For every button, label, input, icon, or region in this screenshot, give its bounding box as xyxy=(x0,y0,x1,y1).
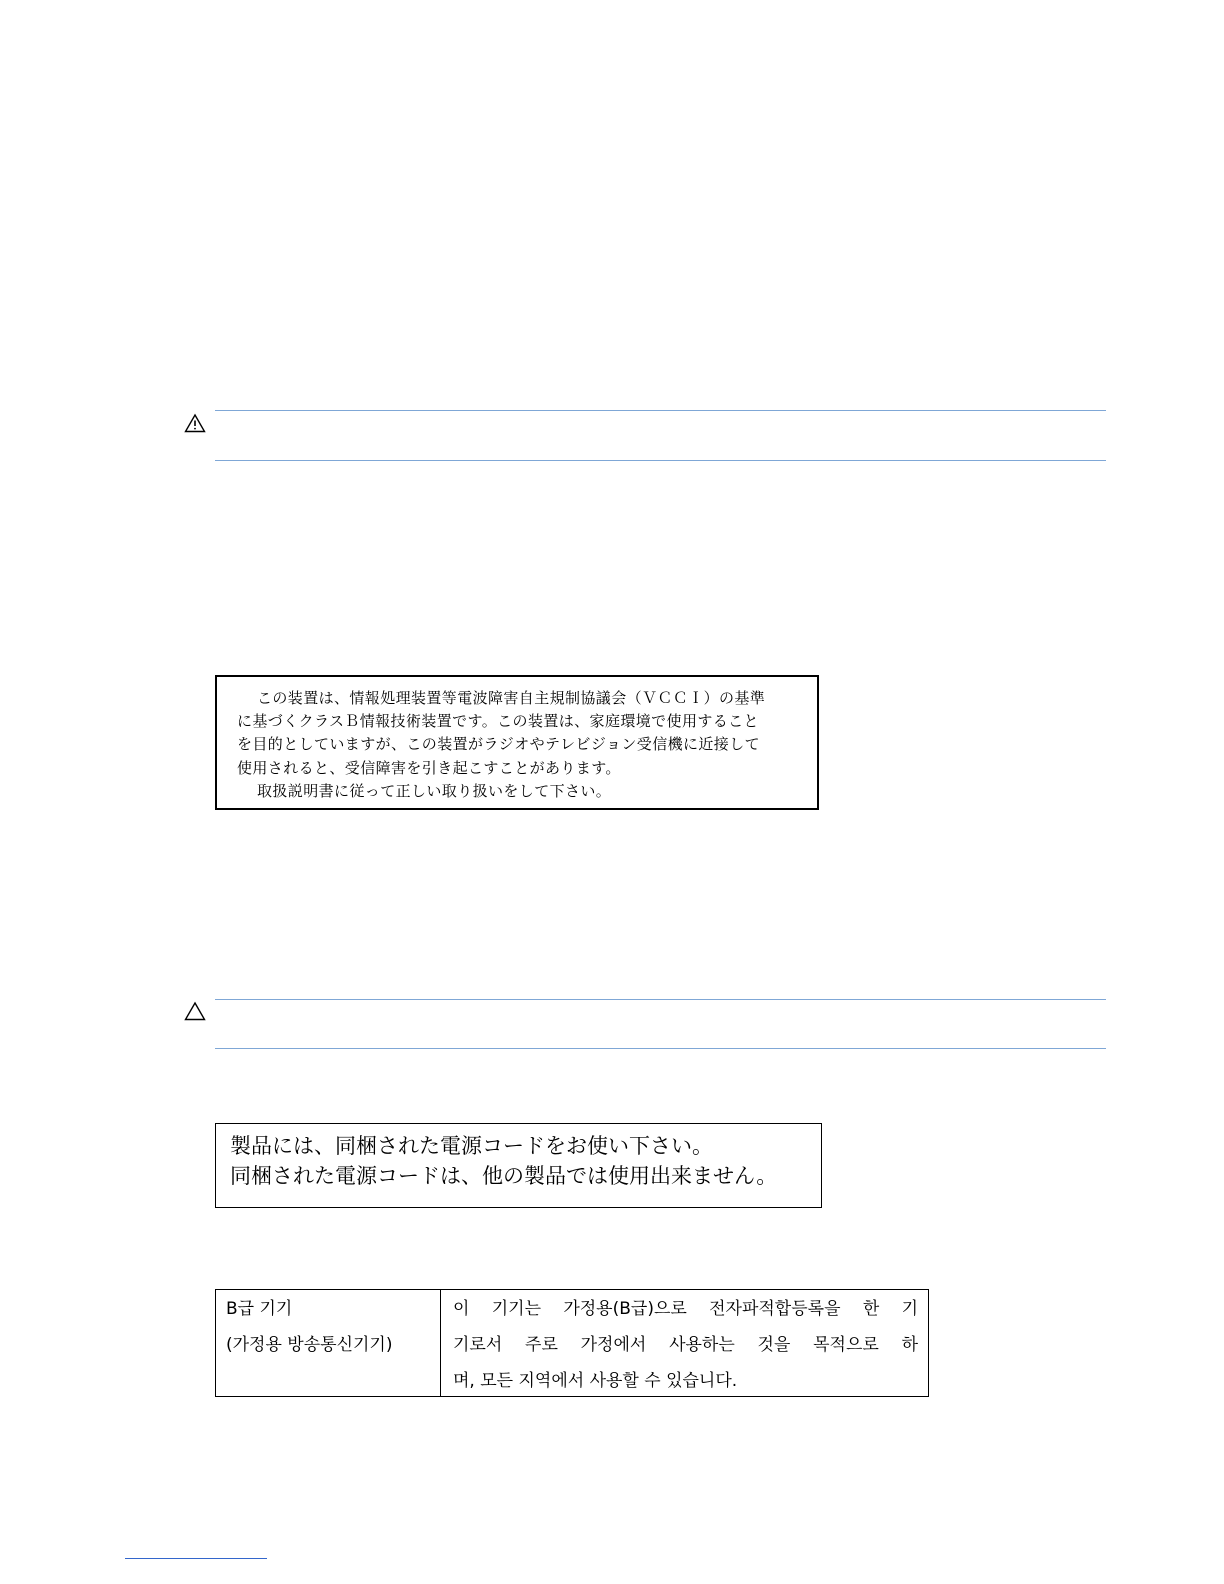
vcci-notice-box xyxy=(215,675,819,810)
vcci-line: この装置は、情報処理装置等電波障害自主規制協議会（ＶＣＣＩ）の基準 xyxy=(257,689,766,707)
korean-notice-table xyxy=(215,1289,929,1397)
vcci-line: を目的としていますが、この装置がラジオやテレビジョン受信機に近接して xyxy=(237,735,761,754)
warning-top-rule xyxy=(215,410,1106,411)
caution-top-rule xyxy=(215,999,1106,1000)
power-cord-line: 同梱された電源コードは、他の製品では使用出来ません。 xyxy=(230,1164,778,1188)
warning-bottom-rule xyxy=(215,460,1106,461)
warning-icon xyxy=(184,413,206,433)
korean-class-line: (가정용 방송통신기기) xyxy=(226,1335,393,1355)
korean-class-cell xyxy=(216,1290,441,1396)
caution-bottom-rule xyxy=(215,1048,1106,1049)
korean-class-line: B급 기기 xyxy=(226,1299,293,1319)
korean-description-line: 이 기기는 가정용(B급)으로 전자파적합등록을 한 기 xyxy=(453,1299,918,1319)
power-cord-notice-box xyxy=(215,1123,822,1208)
footer-link-rule xyxy=(125,1558,267,1559)
vcci-line: 使用されると、受信障害を引き起こすことがあります。 xyxy=(237,758,621,777)
vcci-line: に基づくクラスＢ情報技術装置です。この装置は、家庭環境で使用すること xyxy=(237,712,759,731)
caution-icon xyxy=(184,1001,206,1021)
korean-description-cell xyxy=(441,1290,928,1396)
korean-description-line: 기로서 주로 가정에서 사용하는 것을 목적으로 하 xyxy=(453,1335,918,1355)
vcci-line: 取扱説明書に従って正しい取り扱いをして下さい。 xyxy=(257,781,612,800)
korean-description-line: 며, 모든 지역에서 사용할 수 있습니다. xyxy=(453,1371,738,1391)
power-cord-line: 製品には、同梱された電源コードをお使い下さい。 xyxy=(230,1134,713,1158)
